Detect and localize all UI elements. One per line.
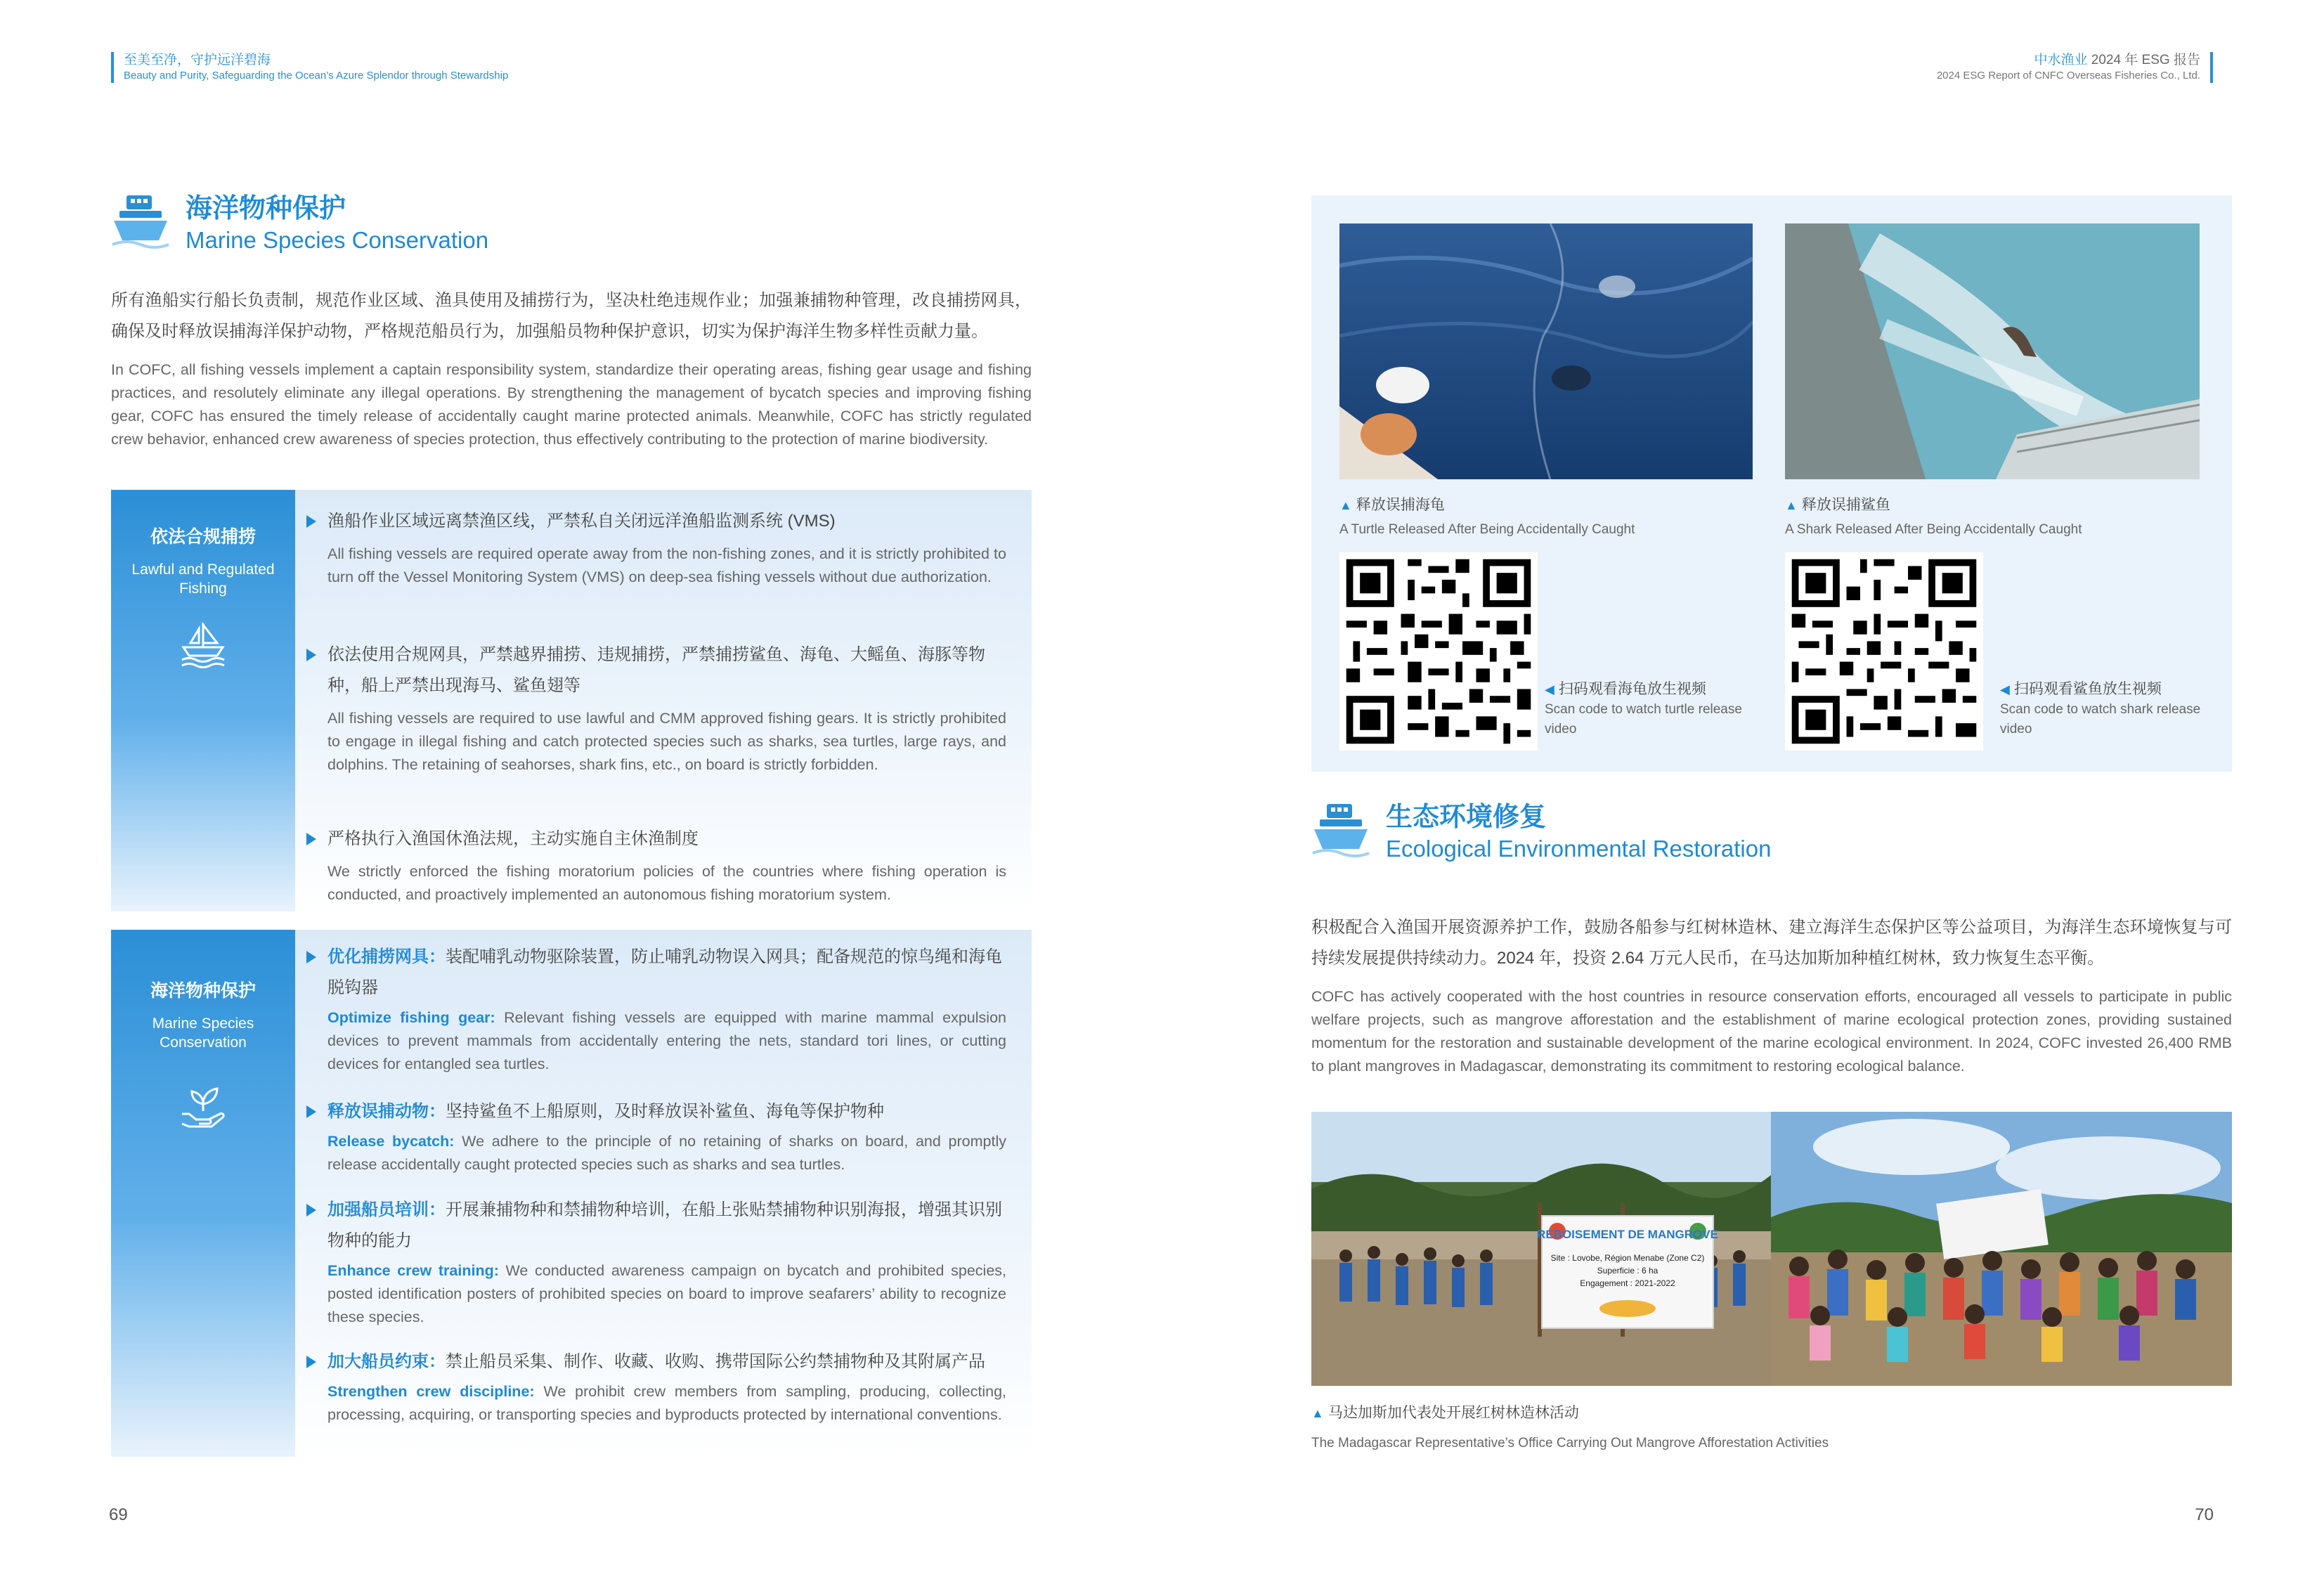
- item-text-cn: 禁止船员采集、制作、收藏、收购、携带国际公约禁捕物种及其附属产品: [446, 1352, 985, 1371]
- running-header-left: [111, 52, 508, 83]
- sign-line-area: Superficie : 6 ha: [1597, 1266, 1658, 1276]
- bullet-triangle-icon: [306, 833, 316, 845]
- header-brand: 中水渔业: [2034, 53, 2088, 67]
- list-item: [306, 824, 1006, 907]
- list-item: [306, 1346, 1006, 1427]
- qr-code-turtle[interactable]: [1339, 552, 1538, 751]
- header-report-en: 2024 ESG Report of CNFC Overseas Fisheries Co., Ltd.: [1936, 70, 2200, 82]
- item-key-cn: 加强船员培训：: [327, 1200, 446, 1219]
- header-title-en: Beauty and Purity, Safeguarding the Ocean’s Azure Splendor through Stewardship: [124, 70, 509, 82]
- list-item: [306, 942, 1006, 1076]
- turtle-release-photo: [1339, 223, 1753, 479]
- bullet-triangle-icon: [306, 649, 316, 661]
- list-item: [306, 1195, 1006, 1329]
- item-key-cn: 优化捕捞网具：: [327, 947, 446, 966]
- species-label-cn: 海洋物种保护: [150, 981, 256, 1001]
- sign-line-site: Site : Lovobe, Région Menabe (Zone C2): [1550, 1253, 1705, 1263]
- item-key-en: Release bycatch:: [327, 1133, 455, 1150]
- item-text-en: We prohibit crew members from sampling, producing, collecting, processing, acquiring, or transporting species and byproducts protected by international conventions.: [327, 1383, 1006, 1423]
- item-key-en: Enhance crew training:: [327, 1262, 499, 1279]
- eco-intro-en: COFC has actively cooperated with the host countries in resource conservation efforts, encouraged all vessels to participate in public welfare projects, such as mangrove afforestation and the establishment of marine ecological protection zones, providing sustained momentum for the restoration and sustainable development of the marine ecological environment. In 2024, COFC invested 26,400 RMB to plant mangroves in Madagascar, demonstrating its commitment to restoring ecological balance.: [1311, 988, 2232, 1075]
- shark-caption-en: A Shark Released After Being Accidentally Caught: [1785, 522, 2082, 537]
- item-text-cn: 开展兼捕物种和禁捕物种培训，在船上张贴禁捕物种识别海报，增强其识别物种的能力: [327, 1200, 1002, 1250]
- species-label-en: Marine Species Conservation: [152, 1015, 254, 1051]
- bullet-triangle-icon: [306, 1105, 316, 1118]
- turtle-caption-cn: ▲ 释放误捕海龟: [1339, 497, 1445, 513]
- mangrove-caption-en: The Madagascar Representative’s Office Carrying Out Mangrove Afforestation Activities: [1311, 1436, 1829, 1451]
- running-header-right: [1937, 52, 2213, 83]
- bullet-triangle-icon: [306, 1356, 316, 1368]
- item-text-en: We adhere to the principle of no retaining of sharks on board, and promptly release accidentally caught protected species such as sharks and sea turtles.: [327, 1133, 1006, 1173]
- qr-caption-turtle: ◀ 扫码观看海龟放生视频 Scan code to watch turtle release video: [1545, 679, 1755, 739]
- item-text-en: We conducted awareness campaign on bycatch and prohibited species, posted identification posters of prohibited species on board to improve seafarers’ ability to recognize these species.: [327, 1262, 1006, 1325]
- turtle-caption-en: A Turtle Released After Being Accidentally Caught: [1339, 522, 1635, 537]
- item-text-en: All fishing vessels are required operate away from the non-fishing zones, and it is strictly prohibited to turn off the Vessel Monitoring System (VMS) on deep-sea fishing vessels without due authorization.: [327, 545, 1006, 585]
- shark-release-photo: [1785, 223, 2200, 479]
- item-key-en: Optimize fishing gear:: [327, 1009, 495, 1026]
- fishing-boat-icon: [178, 619, 228, 670]
- item-key-en: Strengthen crew discipline:: [327, 1383, 535, 1400]
- bullet-triangle-icon: [306, 515, 316, 528]
- marine-intro-cn: 所有渔船实行船长负责制，规范作业区域、渔具使用及捕捞行为，坚决杜绝违规作业；加强兼捕物种管理，改良捕捞网具，确保及时释放误捕海洋保护动物，严格规范船员行为，加强船员物种保护意识，切实为保护海洋生物多样性贡献力量。: [111, 291, 1032, 341]
- ship-icon: [111, 191, 170, 250]
- list-item: [306, 1096, 1006, 1176]
- qr-caption-shark: ◀ 扫码观看鲨鱼放生视频 Scan code to watch shark release video: [2000, 679, 2211, 739]
- eco-title-cn: 生态环境修复: [1386, 803, 1547, 832]
- item-text-cn: 装配哺乳动物驱除装置，防止哺乳动物误入网具；配备规范的惊鸟绳和海龟脱钩器: [327, 947, 1002, 997]
- item-text-cn: 渔船作业区域远离禁渔区线，严禁私自关闭远洋渔船监测系统 (VMS): [327, 512, 836, 531]
- triangle-up-icon: ▲: [1311, 1406, 1324, 1420]
- item-key-cn: 加大船员约束：: [327, 1352, 446, 1371]
- page-number-left: 69: [109, 1505, 128, 1524]
- sign-title: REBOISEMENT DE MANGROVE: [1537, 1228, 1718, 1241]
- marine-intro-en: In COFC, all fishing vessels implement a captain responsibility system, standardize their operating areas, fishing gear usage and fishing practices, and resolutely eliminate any illegal operations. By strengthening the management of bycatch species and improving fishing gear, COFC has ensured the timely release of accidentally caught marine protected animals. Meanwhile, COFC has strictly regulated crew behavior, enhanced crew awareness of species protection, thus effectively contributing to the protection of marine biodiversity.: [111, 361, 1032, 448]
- qr-code-shark[interactable]: [1785, 552, 1983, 751]
- triangle-up-icon: ▲: [1339, 498, 1352, 512]
- item-text-en: All fishing vessels are required to use lawful and CMM approved fishing gears. It is strictly prohibited to engage in illegal fishing and catch protected species such as sharks, sea turtles, large rays, and dolphins. The retaining of seahorses, shark fins, etc., on board is strictly forbidden.: [327, 710, 1006, 773]
- eco-intro-cn: 积极配合入渔国开展资源养护工作，鼓励各船参与红树林造林、建立海洋生态保护区等公益项目，为海洋生态环境恢复与可持续发展提供持续动力。2024 年，投资 2.64 万元人民币，在马达加斯加种植红树林，致力恢复生态平衡。: [1311, 918, 2232, 968]
- triangle-left-icon: ◀: [2000, 682, 2010, 696]
- item-text-cn: 严格执行入渔国休渔法规，主动实施自主休渔制度: [327, 829, 699, 848]
- lawful-fishing-items: [306, 506, 1006, 907]
- item-text-en: We strictly enforced the fishing moratorium policies of the countries where fishing operation is conducted, and proactively implemented an autonomous fishing moratorium system.: [327, 863, 1006, 903]
- sign-line-engagement: Engagement : 2021-2022: [1580, 1278, 1675, 1288]
- lawful-fishing-label-en: Lawful and Regulated Fishing: [131, 562, 275, 597]
- header-title-cn: 至美至净，守护远洋碧海: [124, 53, 271, 67]
- list-item: [306, 640, 1006, 777]
- mangrove-group-photo: [1771, 1112, 2232, 1386]
- item-text-cn: 坚持鲨鱼不上船原则，及时释放误补鲨鱼、海龟等保护物种: [446, 1102, 884, 1121]
- qr-caption-turtle-en: Scan code to watch turtle release video: [1545, 702, 1742, 736]
- species-conservation-sidebar: [111, 930, 295, 1457]
- bullet-triangle-icon: [306, 1204, 316, 1216]
- triangle-left-icon: ◀: [1545, 682, 1554, 696]
- ship-icon: [1311, 800, 1370, 859]
- item-key-cn: 释放误捕动物：: [327, 1102, 446, 1121]
- eco-title-en: Ecological Environmental Restoration: [1386, 836, 1772, 862]
- mangrove-caption-cn: ▲ 马达加斯加代表处开展红树林造林活动: [1311, 1405, 1579, 1421]
- header-report-year: 2024 年 ESG 报告: [2091, 53, 2200, 67]
- species-conservation-items: [306, 942, 1006, 1448]
- bullet-triangle-icon: [306, 951, 316, 963]
- hand-sprout-icon: [178, 1080, 228, 1131]
- mangrove-planting-photo: [1311, 1112, 1771, 1386]
- marine-title-cn: 海洋物种保护: [186, 194, 346, 223]
- triangle-up-icon: ▲: [1785, 498, 1798, 512]
- lawful-fishing-sidebar: [111, 490, 295, 911]
- header-report-title: [1937, 52, 2200, 69]
- marine-title-en: Marine Species Conservation: [186, 227, 489, 253]
- list-item: [306, 506, 1006, 589]
- item-text-cn: 依法使用合规网具，严禁越界捕捞、违规捕捞，严禁捕捞鲨鱼、海龟、大鳐鱼、海豚等物种，船上严禁出现海马、鲨鱼翅等: [327, 645, 985, 695]
- qr-caption-shark-en: Scan code to watch shark release video: [2000, 702, 2201, 736]
- page-number-right: 70: [2195, 1505, 2214, 1524]
- item-text-en: Relevant fishing vessels are equipped with marine mammal expulsion devices to prevent mammals from accidentally entering the nets, standard tori lines, or cutting devices for entangled sea turtles.: [327, 1009, 1006, 1072]
- lawful-fishing-label-cn: 依法合规捕捞: [150, 527, 256, 547]
- shark-caption-cn: ▲ 释放误捕鲨鱼: [1785, 497, 1890, 513]
